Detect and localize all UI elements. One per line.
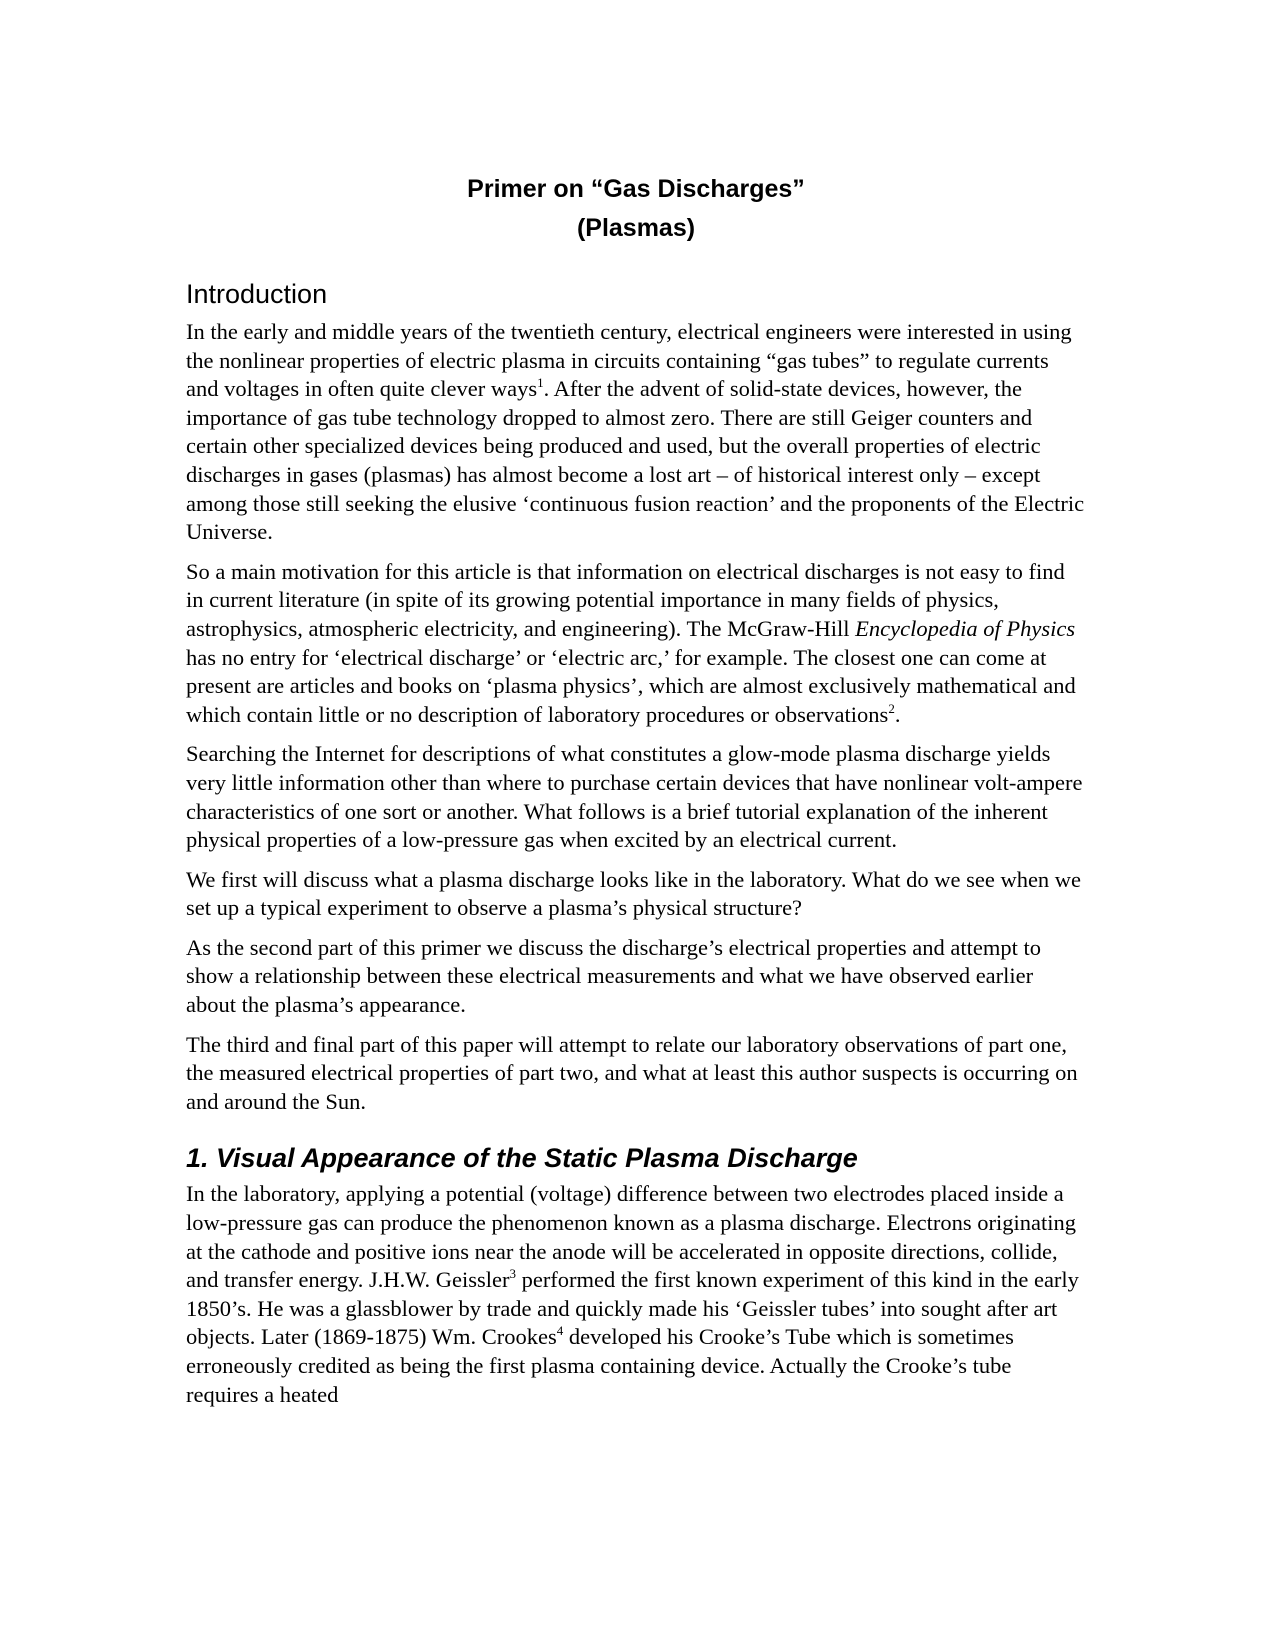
footnote-ref-2[interactable]: 2 <box>888 700 895 716</box>
section-1-paragraph-1: In the laboratory, applying a potential (voltage) difference between two electrodes placed inside a low-pressure gas can produce the phenomenon known as a plasma discharge. Electrons originating at the cathode and positive ions near the anode will be accelerated in opposite directions, collide, and transfer energy. J.H.W. Geissler$^3$ performed the first known experiment of this kind in the early 1850’s. He was a glassblower by trade and quickly made his ‘Geissler tubes’ into sought after art objects. Later (1869-1875) Wm. Crookes$^4$ developed his Crooke’s Tube which is sometimes erroneously credited as being the first plasma containing device. Actually the Crooke’s tube requires a heated <box>186 1181 1079 1407</box>
document-page <box>186 170 1086 1420</box>
document-title <box>186 170 1086 248</box>
title-line-2: (Plasmas) <box>576 214 696 242</box>
intro-paragraph-1: In the early and middle years of the twentieth century, electrical engineers were interested in using the nonlinear properties of electric plasma in circuits containing “gas tubes” to regulate currents and voltages in often quite clever ways$^1$. After the advent of solid-state devices, however, the importance of gas tube technology dropped to almost zero. There are still Geiger counters and certain other specialized devices being produced and used, but the overall properties of electric discharges in gases (plasmas) has almost become a lost art – of historical interest only – except among those still seeking the elusive ‘continuous fusion reaction’ and the proponents of the Electric Universe. <box>186 319 1085 545</box>
intro-paragraph-2: So a main motivation for this article is that information on electrical discharges is not easy to find in current literature (in spite of its growing potential importance in many fields of physics, astrophysics, atmospheric electricity, and engineering). The McGraw-Hill Encyclopedia of Physics has no entry for ‘electrical discharge’ or ‘electric arc,’ for example. The closest one can come at present are articles and books on ‘plasma physics’, which are almost exclusively mathematical and which contain little or no description of laboratory procedures or observations$^2$. <box>186 558 1076 727</box>
intro-paragraph-6: The third and final part of this paper will attempt to relate our laboratory observations of part one, the measured electrical properties of part two, and what at least this author suspects is occurring on and around the Sun. <box>186 1031 1078 1114</box>
footnote-ref-4[interactable]: 4 <box>556 1323 564 1339</box>
title-line-1: Primer on “Gas Discharges” <box>467 175 805 203</box>
intro-paragraph-3: Searching the Internet for descriptions of what constitutes a glow-mode plasma discharge yields very little information other than where to purchase certain devices that have nonlinear volt-ampere characteristics of one sort or another. What follows is a brief tutorial explanation of the inherent physical properties of a low-pressure gas when excited by an electrical current. <box>186 741 1083 853</box>
footnote-ref-1[interactable]: 1 <box>537 375 544 391</box>
intro-paragraph-5: As the second part of this primer we discuss the discharge’s electrical properties and attempt to show a relationship between these electrical measurements and what we have observed earlier about the plasma’s appearance. <box>186 934 1041 1018</box>
intro-paragraph-4: We first will discuss what a plasma discharge looks like in the laboratory. What do we see when we set up a typical experiment to observe a plasma’s physical structure? <box>186 866 1082 921</box>
encyclopedia-title: Encyclopedia of Physics <box>855 615 1076 641</box>
footnote-ref-3[interactable]: 3 <box>509 1266 516 1282</box>
introduction-heading: Introduction <box>186 279 328 309</box>
section-1-heading: 1. Visual Appearance of the Static Plasma Discharge <box>186 1143 858 1174</box>
